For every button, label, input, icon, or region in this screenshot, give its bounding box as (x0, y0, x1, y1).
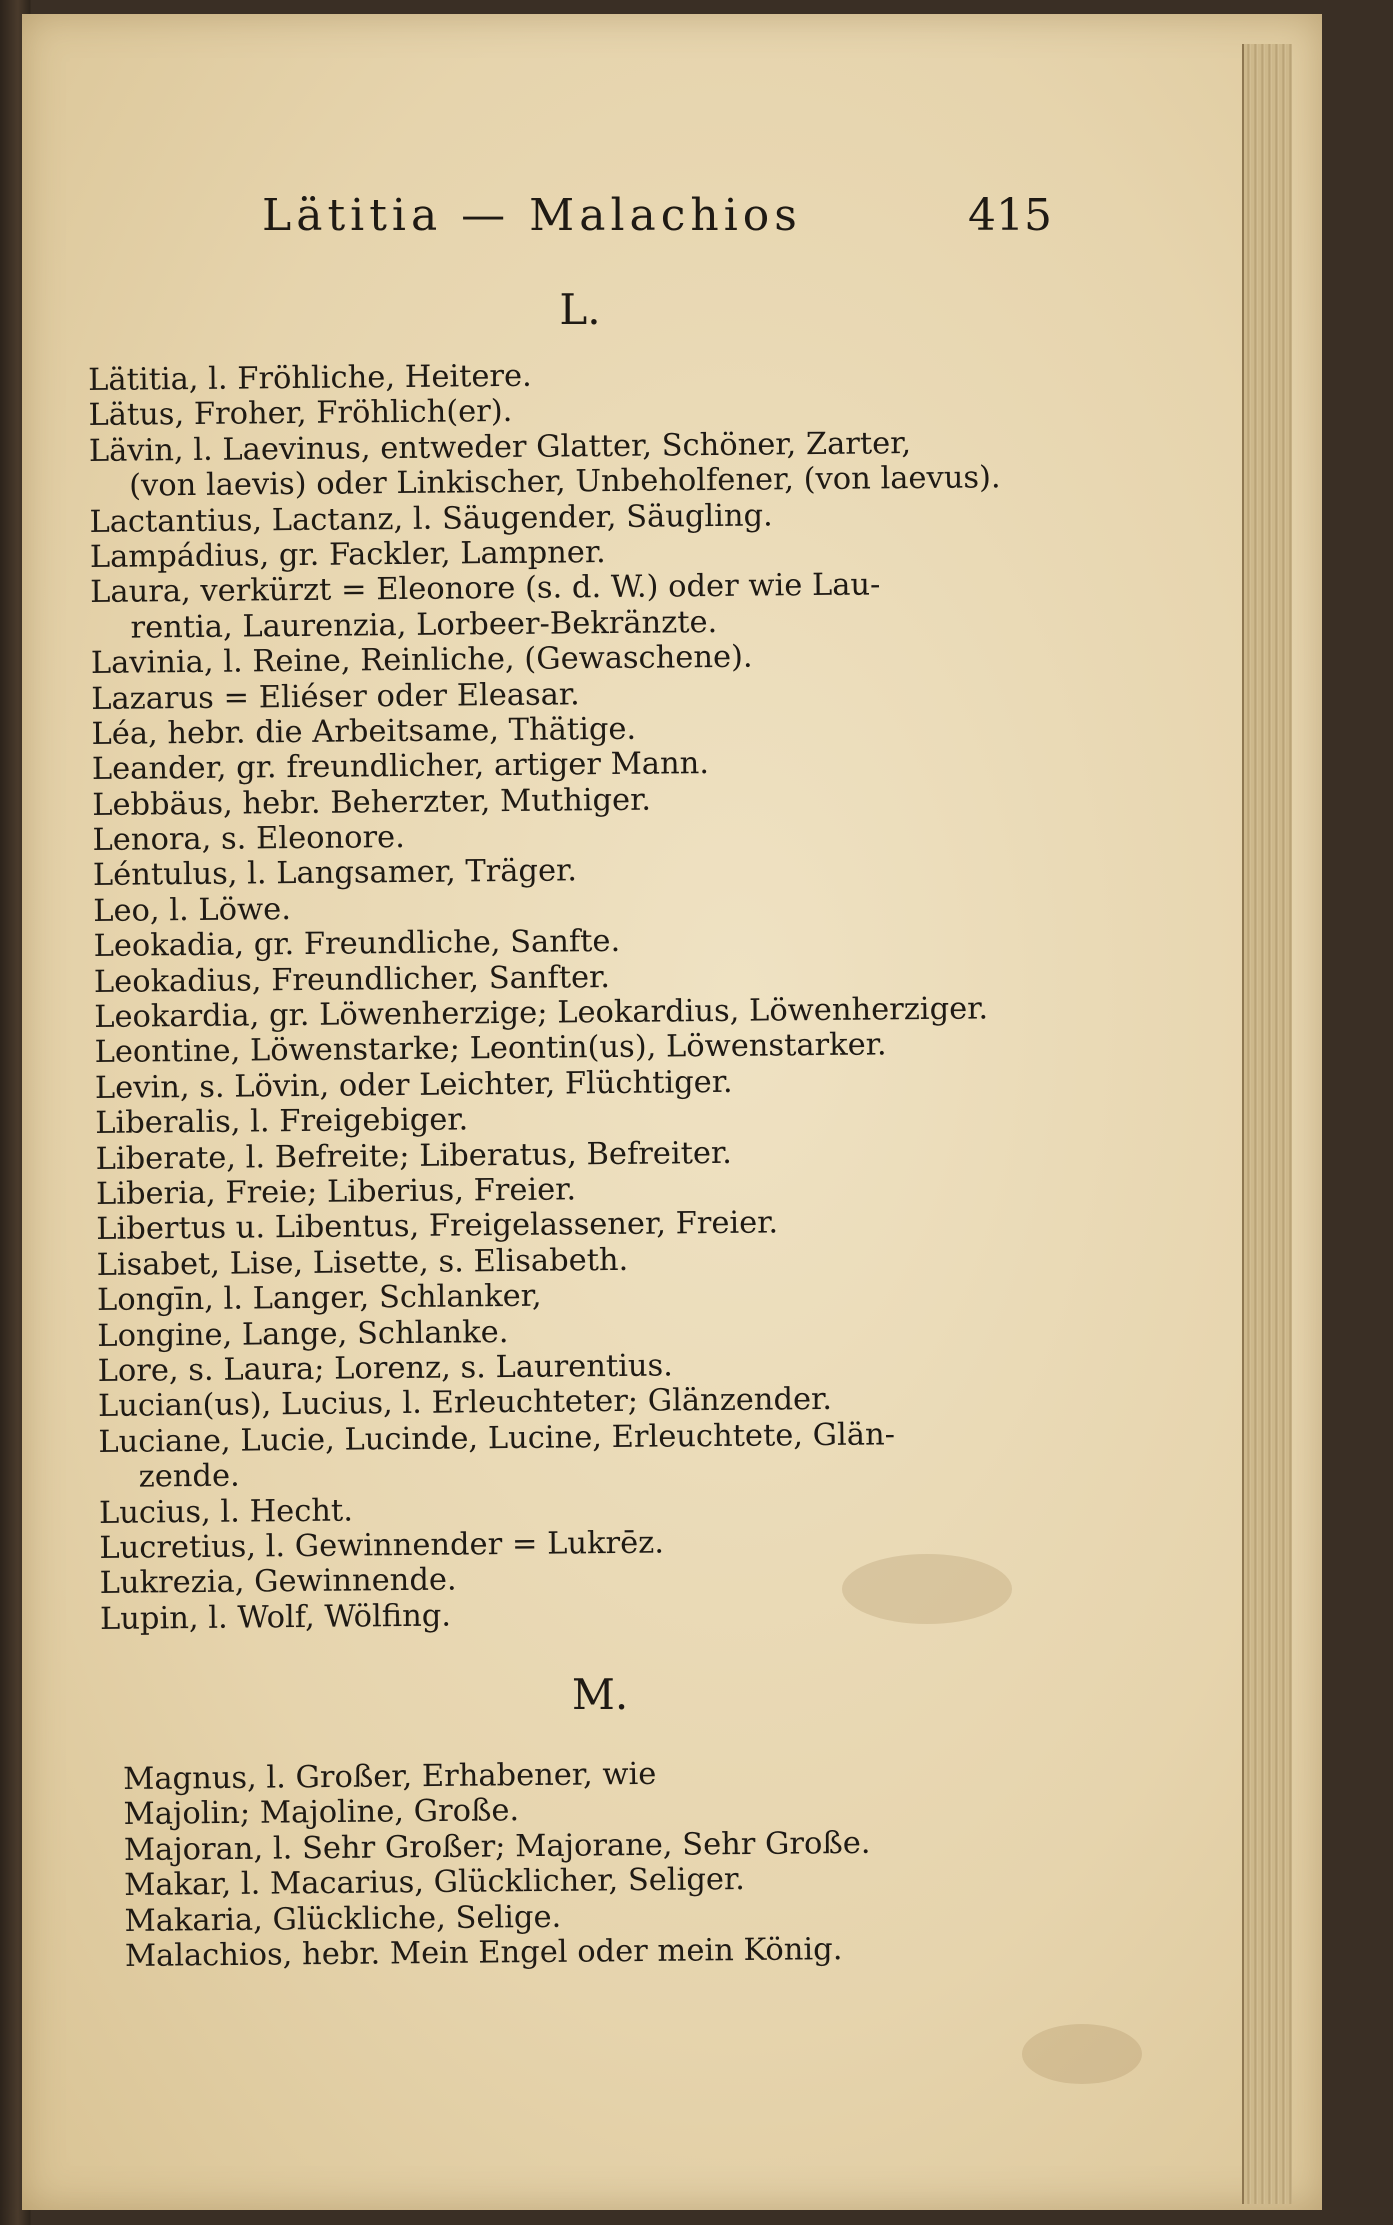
page-edges (1242, 44, 1292, 2204)
entry-line: Majoran, l. Sehr Großer; Majorane, Sehr Große. (123, 1825, 871, 1868)
entry-line: Liberate, l. Befreite; Liberatus, Befreiter. (95, 1135, 733, 1177)
entry-line: Lactantius, Lactanz, l. Säugender, Säugling. (89, 497, 773, 540)
entry-line: Leokadia, gr. Freundliche, Sanfte. (93, 924, 621, 965)
entry-line: Leo, l. Löwe. (93, 891, 292, 929)
entry-line: Lucian(us), Lucius, l. Erleuchteter; Glänzender. (97, 1382, 833, 1425)
entry-line: Lucretius, l. Gewinnender = Lukrēz. (99, 1525, 665, 1566)
entry-line: Lukrezia, Gewinnende. (99, 1562, 457, 1602)
entry-line: Liberalis, l. Freigebiger. (95, 1102, 469, 1142)
entry-line: Leokadius, Freundlicher, Sanfter. (93, 959, 611, 1000)
entry-line: Makar, l. Macarius, Glücklicher, Seliger. (124, 1862, 746, 1904)
page-number: 415 (968, 190, 1052, 241)
entry-list-l (88, 353, 1100, 1637)
entry-line: Lore, s. Laura; Lorenz, s. Laurentius. (97, 1348, 674, 1389)
entry-line: Liberia, Freie; Liberius, Freier. (95, 1172, 577, 1212)
entry-line: Leontine, Löwenstarke; Leontin(us), Löwenstarker. (94, 1027, 887, 1071)
entry-line: Majolin; Majoline, Große. (123, 1793, 520, 1833)
running-title: Lätitia — Malachios (262, 190, 802, 241)
section-heading-l: L. (559, 285, 601, 334)
page-header (262, 190, 1062, 250)
entry-line: rentia, Laurenzia, Lorbeer-Bekränzte. (130, 604, 718, 646)
entry-line: Leander, gr. freundlicher, artiger Mann. (91, 746, 710, 788)
entry-line: Léa, hebr. die Arbeitsame, Thätige. (91, 711, 637, 752)
entry-line: Lazarus = Eliéser oder Eleasar. (91, 676, 580, 717)
entry-line: Laura, verkürzt = Eleonore (s. d. W.) oder wie Lau- (90, 567, 881, 611)
entry-line: Longine, Lange, Schlanke. (97, 1314, 509, 1354)
entry-line: Malachios, hebr. Mein Engel oder mein König. (124, 1932, 843, 1974)
entry-line: Lebbäus, hebr. Beherzter, Muthiger. (92, 782, 652, 823)
entry-line: (von laevis) oder Linkischer, Unbeholfener, (von laevus). (129, 460, 1001, 504)
section-heading-m: M. (571, 1670, 629, 1719)
entry-line: Lisabet, Lise, Lisette, s. Elisabeth. (96, 1242, 629, 1283)
entry-line: Longīn, l. Langer, Schlanker, (96, 1278, 542, 1319)
paper-stain (1022, 2024, 1142, 2084)
entry-line: Lävin, l. Laevinus, entweder Glatter, Schöner, Zarter, (88, 425, 912, 469)
entry-line: Libertus u. Libentus, Freigelassener, Freier. (96, 1205, 779, 1248)
entry-line: Lenora, s. Eleonore. (92, 820, 406, 859)
entry-line: Lampádius, gr. Fackler, Lampner. (89, 534, 606, 575)
entry-line: Lupin, l. Wolf, Wölfing. (99, 1598, 452, 1637)
entry-line: Lätitia, l. Fröhliche, Heitere. (88, 358, 532, 398)
entry-line: Léntulus, l. Langsamer, Träger. (92, 853, 578, 894)
entry-line: Lucius, l. Hecht. (98, 1493, 354, 1531)
entry-line: zende. (138, 1458, 240, 1495)
entry-line: Leokardia, gr. Löwenherzige; Leokardius, Löwenherziger. (94, 991, 989, 1036)
entry-line: Lätus, Froher, Fröhlich(er). (88, 394, 513, 434)
entry-line: Magnus, l. Großer, Erhabener, wie (123, 1756, 657, 1797)
entry-line: Luciane, Lucie, Lucinde, Lucine, Erleuchtete, Glän- (98, 1417, 896, 1460)
entry-line: Lavinia, l. Reine, Reinliche, (Gewaschene). (90, 639, 753, 682)
entry-line: Levin, s. Lövin, oder Leichter, Flüchtiger. (94, 1064, 733, 1106)
entry-list-m (123, 1752, 1125, 1974)
entry-line: Makaria, Glückliche, Selige. (124, 1899, 562, 1939)
